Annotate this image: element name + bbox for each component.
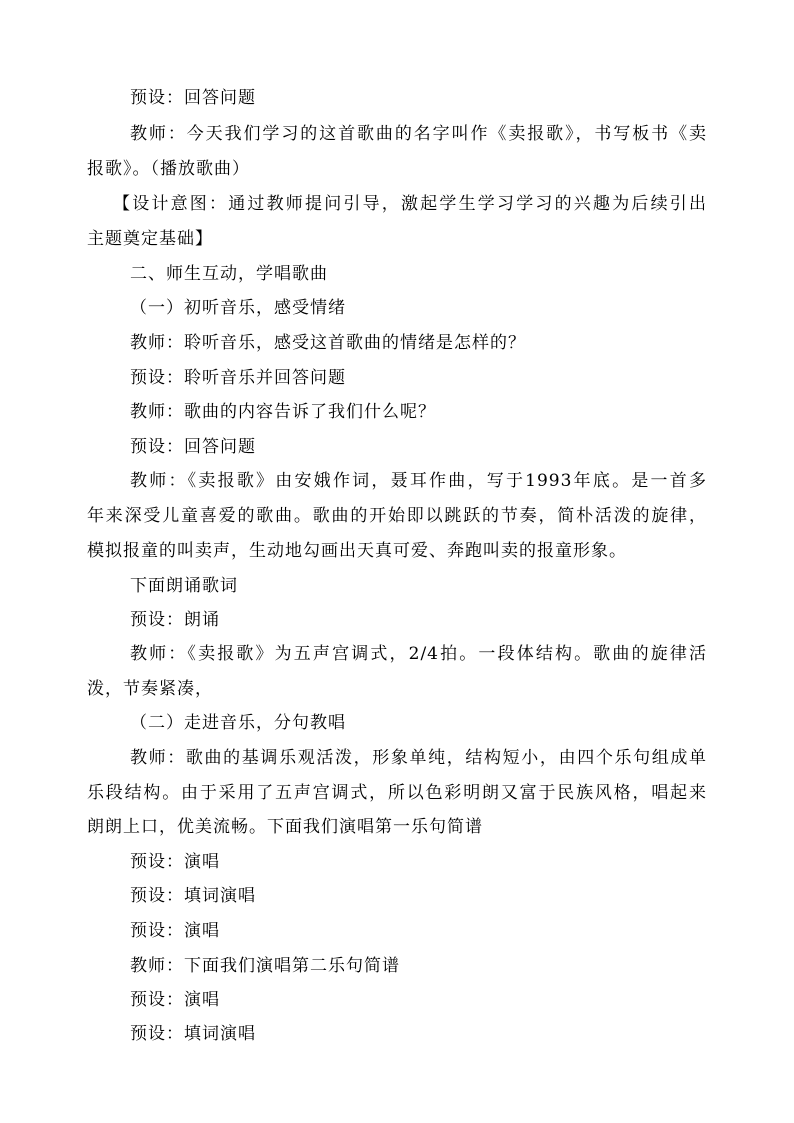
paragraph-line: 预设：演唱 [130,852,220,872]
section-heading: 二、师生互动，学唱歌曲 [130,264,328,284]
paragraph-line: 教师：歌曲的内容告诉了我们什么呢？ [130,402,436,422]
paragraph-line: 朗朗上口，优美流畅。下面我们演唱第一乐句简谱 [87,817,483,837]
design-intent-line: 主题奠定基础】 [87,229,213,249]
paragraph-line: 年来深受儿童喜爱的歌曲。歌曲的开始即以跳跃的节奏，简朴活泼的旋律， [87,506,707,526]
subsection-heading: （二）走进音乐，分句教唱 [130,713,346,733]
paragraph-line: 教师：聆听音乐，感受这首歌曲的情绪是怎样的？ [130,333,526,353]
paragraph-line: 预设：填词演唱 [130,1024,256,1044]
paragraph-line: 教师：《卖报歌》为五声宫调式，2/4拍。一段体结构。歌曲的旋律活 [130,644,707,664]
paragraph-line: 教师：《卖报歌》由安娥作词，聂耳作曲，写于1993年底。是一首多 [130,471,707,491]
paragraph-line: 预设：朗诵 [130,610,220,630]
paragraph-line: 教师：今天我们学习的这首歌曲的名字叫作《卖报歌》，书写板书《卖 [130,124,707,144]
paragraph-line: 预设：演唱 [130,990,220,1010]
design-intent-line: 【设计意图：通过教师提问引导，激起学生学习学习的兴趣为后续引出 [113,194,707,214]
paragraph-line: 乐段结构。由于采用了五声宫调式，所以色彩明朗又富于民族风格，唱起来 [87,783,707,803]
paragraph-line: 下面朗诵歌词 [130,576,238,596]
paragraph-line: 教师：下面我们演唱第二乐句简谱 [130,956,400,976]
paragraph-line: 模拟报童的叫卖声，生动地勾画出天真可爱、奔跑叫卖的报童形象。 [87,541,627,561]
paragraph-line: 预设：聆听音乐并回答问题 [130,368,346,388]
paragraph-line: 泼，节奏紧凑， [87,679,213,699]
paragraph-line: 预设：回答问题 [130,88,256,108]
paragraph-line: 预设：演唱 [130,921,220,941]
paragraph-line: 报歌》。（播放歌曲） [87,159,250,179]
paragraph-line: 预设：填词演唱 [130,886,256,906]
paragraph-line: 预设：回答问题 [130,437,256,457]
subsection-heading: （一）初听音乐，感受情绪 [130,298,346,318]
paragraph-line: 教师：歌曲的基调乐观活泼，形象单纯，结构短小，由四个乐句组成单 [130,748,707,768]
